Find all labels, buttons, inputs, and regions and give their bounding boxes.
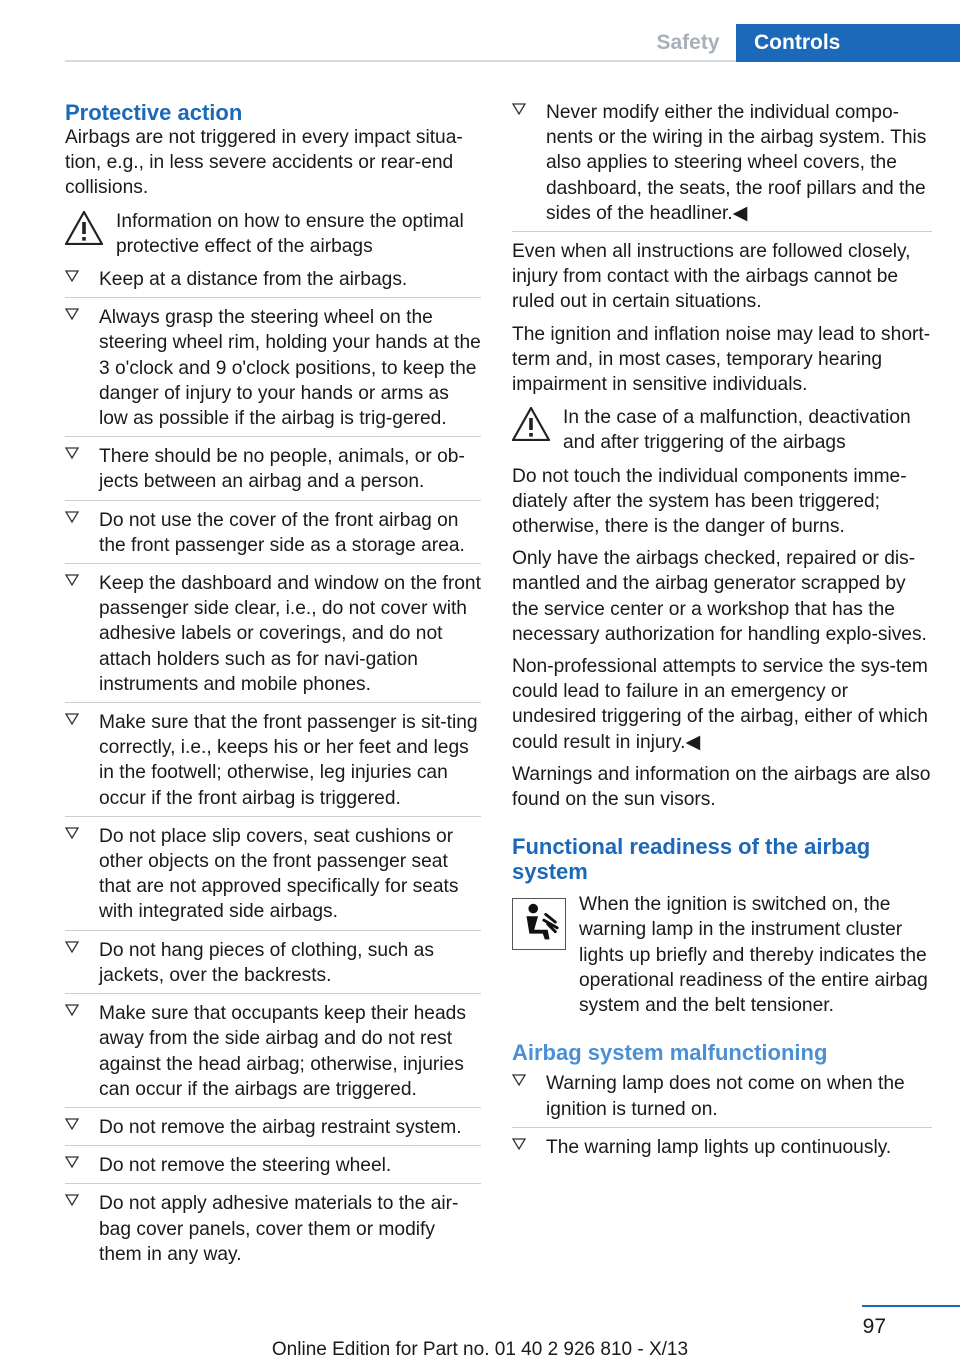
list-item: Make sure that occupants keep their heads away from the side airbag and do not rest against the head airbag; otherwise, injuries can occur if the airbags are triggered. (65, 1001, 481, 1108)
heading-protective-action: Protective action (65, 100, 243, 125)
bullet-triangle-icon (65, 510, 79, 524)
intro-paragraph: Airbags are not triggered in every impact situa-tion, e.g., in less severe accidents or rear-end collisions. (65, 127, 463, 199)
warning-text: In the case of a malfunction, deactivation and after triggering of the airbags (563, 407, 911, 454)
list-item: Keep the dashboard and window on the front passenger side clear, i.e., do not cover with adhesive labels or coverings, and do not attach holders such as for navi-gation instruments and mobile phones. (65, 571, 481, 703)
paragraph: Do not touch the individual components imme-diately after the system has been triggered; otherwise, there is the danger of burns. (512, 465, 907, 538)
malfunction-list (512, 1071, 932, 1166)
bullet-triangle-icon (65, 446, 79, 460)
bullet-triangle-icon (65, 1155, 79, 1169)
list-item: Do not apply adhesive materials to the air-bag cover panels, cover them or modify them in any way. (65, 1191, 481, 1273)
page-number: 97 (862, 1315, 886, 1338)
list-item: Warning lamp does not come on when the ignition is turned on. (512, 1071, 932, 1127)
warning-note (65, 209, 481, 259)
warning-triangle-icon (65, 211, 103, 245)
readiness-block (512, 892, 932, 1018)
warning-note (512, 405, 932, 455)
paragraph: Even when all instructions are followed closely, injury from contact with the airbags cannot be ruled out in certain situations. (512, 241, 911, 313)
list-item: Make sure that the front passenger is sit-ting correctly, i.e., keeps his or her feet and legs in the footwell; otherwise, leg injuries can occur if the front airbag is triggered. (65, 710, 481, 817)
bullet-triangle-icon (512, 1137, 526, 1151)
list-item: Always grasp the steering wheel on the steering wheel rim, holding your hands at the 3 o'clock and 9 o'clock positions, to keep the danger of injury to your hands or arms as low as possible if the airbag is trig-gered. (65, 305, 481, 437)
airbag-warning-lamp-icon (512, 898, 566, 950)
bullet-triangle-icon (65, 573, 79, 587)
modify-list (512, 100, 932, 232)
list-item: Never modify either the individual compo-nents or the wiring in the airbag system. This also applies to steering wheel covers, the dashboard, the seats, the roof pillars and the sides of the headliner.◀ (512, 100, 932, 232)
tab-safety[interactable]: Safety (656, 31, 720, 54)
bullet-triangle-icon (512, 102, 526, 116)
bullet-triangle-icon (65, 307, 79, 321)
warning-triangle-icon (512, 407, 550, 441)
warning-text: Information on how to ensure the optimal protective effect of the airbags (116, 210, 464, 257)
edition-footer: Online Edition for Part no. 01 40 2 926 810 - X/13 (271, 1339, 689, 1360)
bullet-triangle-icon (512, 1073, 526, 1087)
right-column (512, 100, 932, 1173)
readiness-text: When the ignition is switched on, the warning lamp in the instrument cluster lights up briefly and thereby indicates the operational readiness of the entire airbag system and the belt tensioner. (579, 894, 928, 1017)
bullet-triangle-icon (65, 826, 79, 840)
safety-list (65, 267, 481, 1273)
bullet-triangle-icon (65, 712, 79, 726)
list-item: Do not place slip covers, seat cushions or other objects on the front passenger seat that are not approved specifically for seats with integrated side airbags. (65, 824, 481, 931)
bullet-triangle-icon (65, 1193, 79, 1207)
paragraph: Non-professional attempts to service the sys-tem could lead to failure in an emergency or undesired triggering of the airbag, either of which could result in injury.◀ (512, 656, 928, 753)
bullet-triangle-icon (65, 1003, 79, 1017)
bullet-triangle-icon (65, 269, 79, 283)
paragraph: The ignition and inflation noise may lead to short-term and, in most cases, temporary hearing impairment in sensitive individuals. (512, 323, 931, 396)
list-item: The warning lamp lights up continuously. (512, 1135, 932, 1166)
paragraph: Only have the airbags checked, repaired or dis-mantled and the airbag generator scrapped by the service center or a workshop that has the necessary authorization for handling explo-sives. (512, 548, 927, 645)
list-item: Do not remove the steering wheel. (65, 1153, 481, 1184)
heading-functional-readiness: Functional readiness of the airbag system (512, 834, 871, 885)
list-item: Keep at a distance from the airbags. (65, 267, 481, 298)
list-item: Do not hang pieces of clothing, such as jackets, over the backrests. (65, 938, 481, 994)
heading-airbag-malfunction: Airbag system malfunctioning (512, 1040, 828, 1066)
paragraph: Warnings and information on the airbags are also found on the sun visors. (512, 763, 931, 811)
footer-rule (862, 1305, 960, 1307)
list-item: Do not use the cover of the front airbag on the front passenger side as a storage area. (65, 508, 481, 564)
list-item: There should be no people, animals, or ob-jects between an airbag and a person. (65, 444, 481, 500)
bullet-triangle-icon (65, 1117, 79, 1131)
bullet-triangle-icon (65, 940, 79, 954)
tab-controls[interactable]: Controls (736, 24, 960, 62)
left-column (65, 100, 481, 1280)
list-item: Do not remove the airbag restraint system. (65, 1115, 481, 1146)
